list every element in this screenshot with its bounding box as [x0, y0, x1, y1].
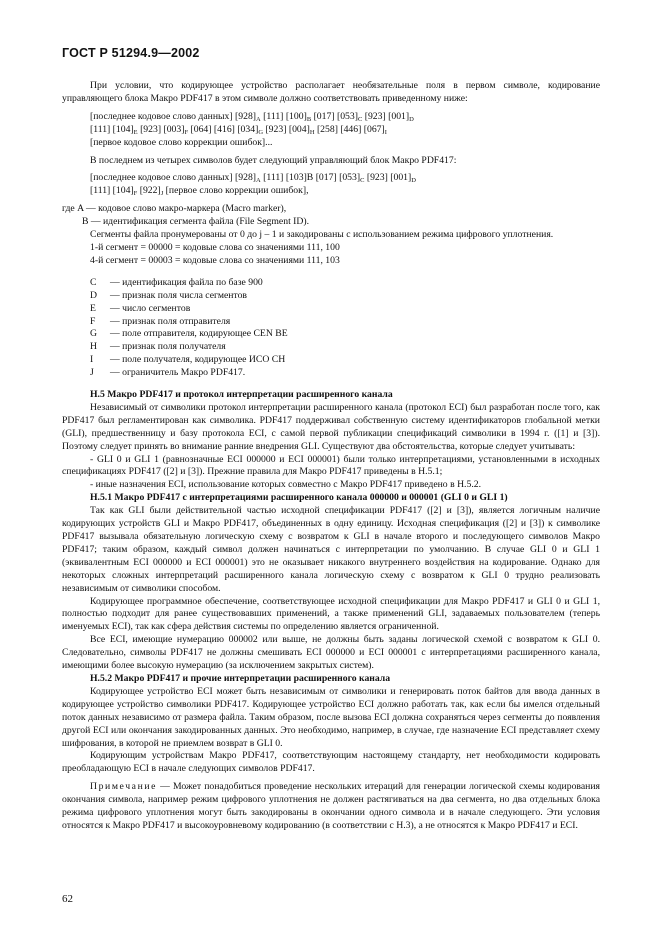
abbreviation-item: I — поле получателя, кодирующее ИСО CH	[90, 354, 286, 366]
h51-paragraph: Так как GLI были действительной частью исходной спецификации PDF417 ([2] и [3]), является логичным наличие кодирующих устройств GLI и Макро PDF417, объединенных в одну единицу. Исходная спецификация ([2] и [3]) к символике PDF417 вызывала обязательную логическую схему с возвратом к GLI в начале второго и последующего символов Макро PDF417; таким образом, каждый символ должен начинаться с интерпретации по умолчанию. В случае GLI 0 и GLI 1 (эквивалентным ECI 000000 и ECI 000001) это не оказывает никакого внутреннего воздействия на кодирование. Однако для некоторых сложных интерпретаций расширенного канала логическую схему с возвратом к GLI 0 трудно реализовать независимым от символики способом.	[62, 505, 600, 594]
segments-list	[62, 242, 600, 268]
note-text: — Может понадобиться проведение нескольких итераций для генерации логической схемы кодирования окончания символа, например режим цифрового уплотнения не должен растягиваться на два сегмента, но два отдельных блока режима цифрового уплотнения могут быть закодированы в окончании одного символа и в начале следующего. Эти условия относятся к Макро PDF417 и высокоуровневому кодированию (в соответствии с Н.3), а не относятся к Макро PDF417 и ECI.	[62, 781, 600, 831]
code-line: [последнее кодовое слово данных] $[928]_A$ [111] [103]B [017] $[053]_C$ [923] $[001]_D$	[90, 172, 416, 185]
code-line: [первое кодовое слово коррекции ошибок]...	[90, 136, 273, 148]
page-header: ГОСТ Р 51294.9—2002	[62, 46, 200, 60]
definition-a: где A — кодовое слово макро-маркера (Macro marker),	[62, 203, 287, 215]
segment-item: 4-й сегмент = 00003 = кодовые слова со значениями 111, 103	[90, 254, 340, 266]
abbreviation-list	[62, 277, 600, 380]
code-block-last-symbol	[62, 172, 600, 198]
h52-paragraph: Кодирующее устройство ECI может быть независимым от символики и генерировать поток байтов для ввода данных в кодирующее устройство символики PDF417. Кодирующее устройство ECI должно работать так, как если бы имелся отдельный поток данных независимо от размера файла. Таким образом, после вызова ECI должна сохраняться через сегменты до появления другой ECI или окончания закодированных данных. Это необходимо, например, в случае, где назначение ECI представляет схему шифрования, в которой не приемлем возврат в GLI 0.	[62, 685, 600, 749]
segment-item: 1-й сегмент = 00000 = кодовые слова со значениями 111, 100	[90, 241, 340, 253]
abbreviation-item: F — признак поля отправителя	[90, 315, 231, 327]
page-content	[62, 80, 600, 833]
section-heading-h51: Н.5.1 Макро PDF417 с интерпретациями расширенного канала 000000 и 000001 (GLI 0 и GLI 1)	[90, 492, 508, 504]
page-number: 62	[62, 893, 73, 905]
segments-paragraph: Сегменты файла пронумерованы от 0 до j – 1 и закодированы с использованием режима цифрового уплотнения.	[90, 229, 554, 241]
h51-paragraph: Все ECI, имеющие нумерацию 000002 или выше, не должны быть заданы логической схемой с возвратом к GLI 0. Следовательно, символы PDF417 не должны смешивать ECI 000000 и ECI 000001 с интерпретациями расширенного канала, имеющими более высокую нумерацию (за исключением закрытых систем).	[62, 634, 600, 672]
section-heading-h5: Н.5 Макро PDF417 и протокол интерпретации расширенного канала	[90, 389, 393, 401]
h5-bullet: - иные назначения ECI, использование которых совместно с Макро PDF417 приведено в Н.5.2.	[90, 479, 482, 491]
code-line: [последнее кодовое слово данных] $[928]_A$ [111] $[100]_B$ [017] $[053]_C$ [923] $[001]_D$	[90, 110, 414, 123]
abbreviation-item: D — признак поля числа сегментов	[90, 289, 247, 301]
code-line: [111] $[104]_F$ $[922]_J$ [первое слово коррекции ошибок],	[90, 185, 309, 198]
note-paragraph	[62, 781, 600, 833]
code-line: [111] $[104]_E$ [923] $[003]_F$ [064] [416] $[034]_G$ [923] $[004]_H$ [258] [446] $[067]_I$	[90, 123, 387, 136]
section-heading-h52: Н.5.2 Макро PDF417 и прочие интерпретации расширенного канала	[90, 672, 391, 684]
abbreviation-item: J — ограничитель Макро PDF417.	[90, 367, 246, 379]
definition-b: B — идентификация сегмента файла (File Segment ID).	[82, 216, 310, 228]
abbreviation-item: E — число сегментов	[90, 302, 191, 314]
h51-paragraph: Кодирующее программное обеспечение, соответствующее исходной спецификации для Макро PDF417 и GLI 0 и GLI 1, полностью подходит для ранее существовавших применений, а также применений GLI, задаваемых пользователем (теперь именуемых ECI), так как сфера действия системы по определению является ограниченной.	[62, 595, 600, 633]
note-label: Примечание	[90, 781, 158, 793]
where-definitions	[62, 203, 600, 229]
last-symbol-paragraph: В последнем из четырех символов будет следующий управляющий блок Макро PDF417:	[90, 154, 457, 166]
h5-paragraph: Независимый от символики протокол интерпретации расширенного канала (протокол ECI) был разработан после того, как PDF417 был регламентирован как символика. PDF417 поддерживал собственную систему идентификаторов глобальной метки (GLI), предшественницу и базу протокола ECI, с самой первой публикации спецификаций символики в 1994 г. ([1] и [3]). Поэтому следует принять во внимание ранние внедрения GLI. Существуют два обстоятельства, которые следует учитывать:	[62, 401, 600, 452]
abbreviation-item: H — признак поля получателя	[90, 341, 226, 353]
h5-bullet: - GLI 0 и GLI 1 (равнозначные ECI 000000 и ECI 000001) были только интерпретациями, установленными в исходных спецификациях PDF417 ([2] и [3]). Прежние правила для Макро PDF417 приведены в Н.5.1;	[62, 453, 600, 478]
intro-paragraph: При условии, что кодирующее устройство располагает необязательные поля в первом символе, кодирование управляющего блока Макро PDF417 в этом символе должно соответствовать приведенному ниже:	[62, 80, 600, 104]
abbreviation-item: G — поле отправителя, кодирующее CEN BE	[90, 328, 288, 340]
h52-paragraph: Кодирующим устройствам Макро PDF417, соответствующим настоящему стандарту, нет необходимости кодировать преобладающую ECI в начале следующих символов PDF417.	[62, 750, 600, 775]
abbreviation-item: C — идентификация файла по базе 900	[90, 276, 263, 288]
code-block-first-symbol	[62, 111, 600, 150]
